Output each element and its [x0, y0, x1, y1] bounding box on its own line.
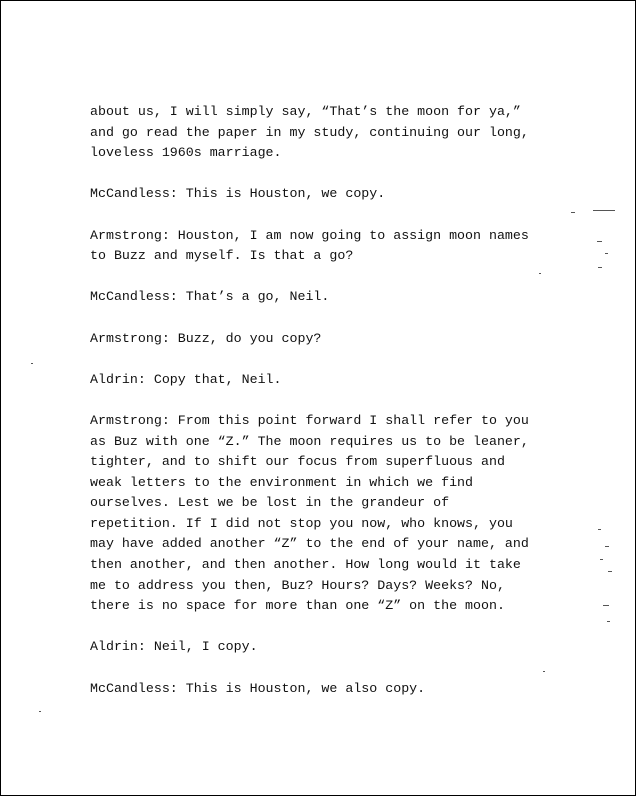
paragraph-mccandless-copy: McCandless: This is Houston, we copy. — [90, 186, 386, 202]
scan-speck — [605, 253, 608, 254]
scan-speck — [605, 546, 609, 547]
scan-speck — [607, 621, 610, 622]
paragraph-mccandless-also-copy: McCandless: This is Houston, we also copy. — [90, 680, 426, 696]
paragraph-armstrong-buzz-copy: Armstrong: Buzz, do you copy? — [90, 330, 322, 346]
script-text — [90, 102, 610, 720]
paragraph-armstrong-buz-speech: Armstrong: From this point forward I shall refer to you as Buz with one “Z.” The moon requires us to be leaner, tighter, and to shift our focus from superfluous and weak letters to the environment in which we find ourselves. Lest we be lost in the grandeur of repetition. If I did not stop you now, who knows, you may have added another “Z” to the end of your name, and then another, and then another. How long would it take me to address you then, Buz? Hours? Days? Weeks? No, there is no space for more than one “Z” on the moon. — [90, 412, 529, 614]
scan-speck — [39, 711, 41, 712]
paragraph-aldrin-neil-copy: Aldrin: Neil, I copy. — [90, 639, 258, 655]
scan-speck — [598, 267, 602, 268]
scan-speck — [608, 571, 612, 572]
paragraph-mccandless-go: McCandless: That’s a go, Neil. — [90, 289, 330, 305]
paragraph-narration: about us, I will simply say, “That’s the moon for ya,” and go read the paper in my study, continuing our long, loveless 1960s marriage. — [90, 104, 529, 161]
scan-speck — [600, 559, 603, 560]
scan-speck — [539, 273, 541, 274]
scan-speck — [593, 210, 615, 211]
scan-speck — [598, 529, 601, 530]
scan-speck — [571, 212, 575, 213]
scan-speck — [31, 363, 33, 364]
scan-speck — [543, 671, 545, 672]
paragraph-aldrin-copy-that: Aldrin: Copy that, Neil. — [90, 371, 282, 387]
scan-speck — [603, 605, 609, 606]
scan-speck — [597, 241, 602, 242]
paragraph-armstrong-moon-names: Armstrong: Houston, I am now going to assign moon names to Buzz and myself. Is that a go? — [90, 227, 529, 264]
